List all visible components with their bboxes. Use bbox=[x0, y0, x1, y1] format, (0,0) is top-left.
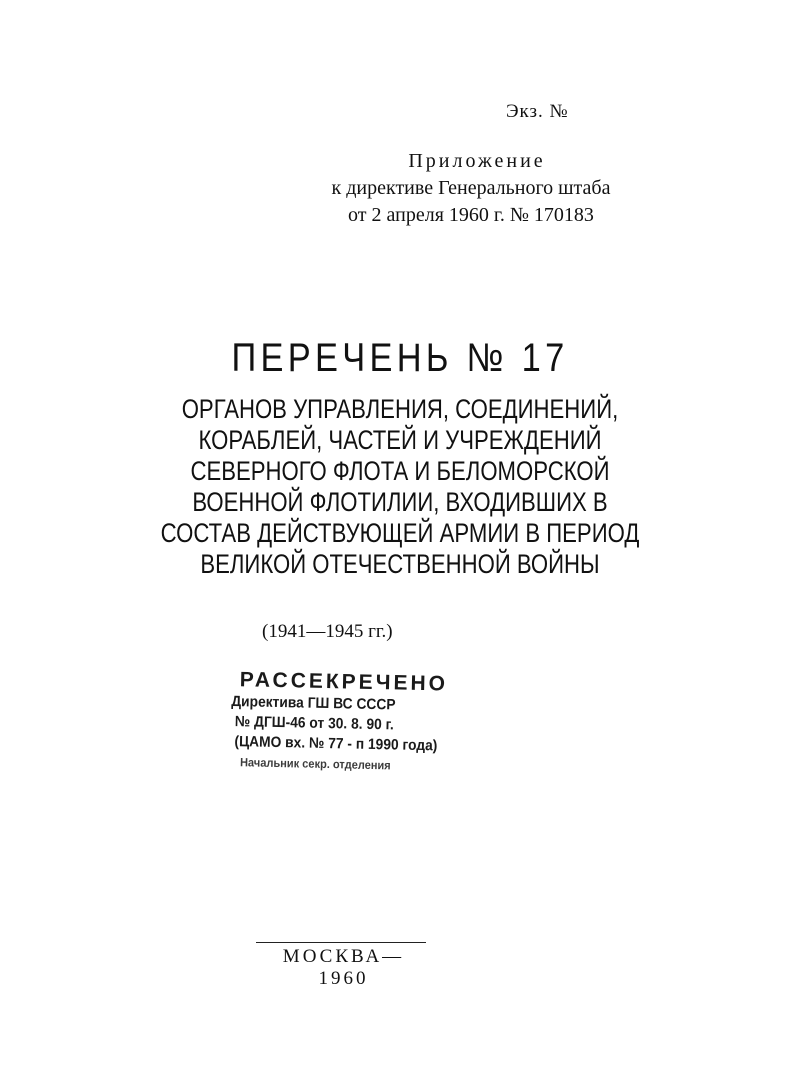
imprint-divider bbox=[256, 942, 426, 943]
declassified-stamp bbox=[228, 668, 560, 779]
period-years: (1941—1945 гг.) bbox=[262, 621, 393, 642]
document-title: ПЕРЕЧЕНЬ № 17 bbox=[231, 336, 569, 380]
subtitle-line: СЕВЕРНОГО ФЛОТА И БЕЛОМОРСКОЙ bbox=[190, 456, 610, 486]
appendix-label: Приложение bbox=[408, 150, 546, 172]
stamp-signature: Начальник секр. отделения bbox=[239, 755, 391, 773]
stamp-number: № ДГШ-46 от 30. 8. 90 г. bbox=[234, 713, 394, 734]
stamp-archive: (ЦАМО вх. № 77 - п 1990 года) bbox=[234, 733, 438, 755]
subtitle-line: ВЕЛИКОЙ ОТЕЧЕСТВЕННОЙ ВОЙНЫ bbox=[200, 549, 600, 579]
subtitle-line: СОСТАВ ДЕЙСТВУЮЩЕЙ АРМИИ В ПЕРИОД bbox=[160, 518, 640, 548]
appendix-date-line: от 2 апреля 1960 г. № 170183 bbox=[348, 204, 594, 226]
stamp-directive: Директива ГШ ВС СССР bbox=[231, 693, 396, 714]
appendix-block bbox=[296, 148, 646, 229]
imprint: МОСКВА— 1960 bbox=[282, 946, 405, 989]
document-subtitle bbox=[50, 394, 750, 580]
stamp-title: РАССЕКРЕЧЕНО bbox=[239, 668, 449, 696]
subtitle-line: ВОЕННОЙ ФЛОТИЛИИ, ВХОДИВШИХ В bbox=[192, 487, 608, 517]
subtitle-line: КОРАБЛЕЙ, ЧАСТЕЙ И УЧРЕЖДЕНИЙ bbox=[198, 425, 602, 455]
copy-number: Экз. № bbox=[506, 101, 569, 122]
subtitle-line: ОРГАНОВ УПРАВЛЕНИЯ, СОЕДИНЕНИЙ, bbox=[181, 394, 619, 424]
appendix-directive-line: к директиве Генерального штаба bbox=[331, 177, 611, 199]
